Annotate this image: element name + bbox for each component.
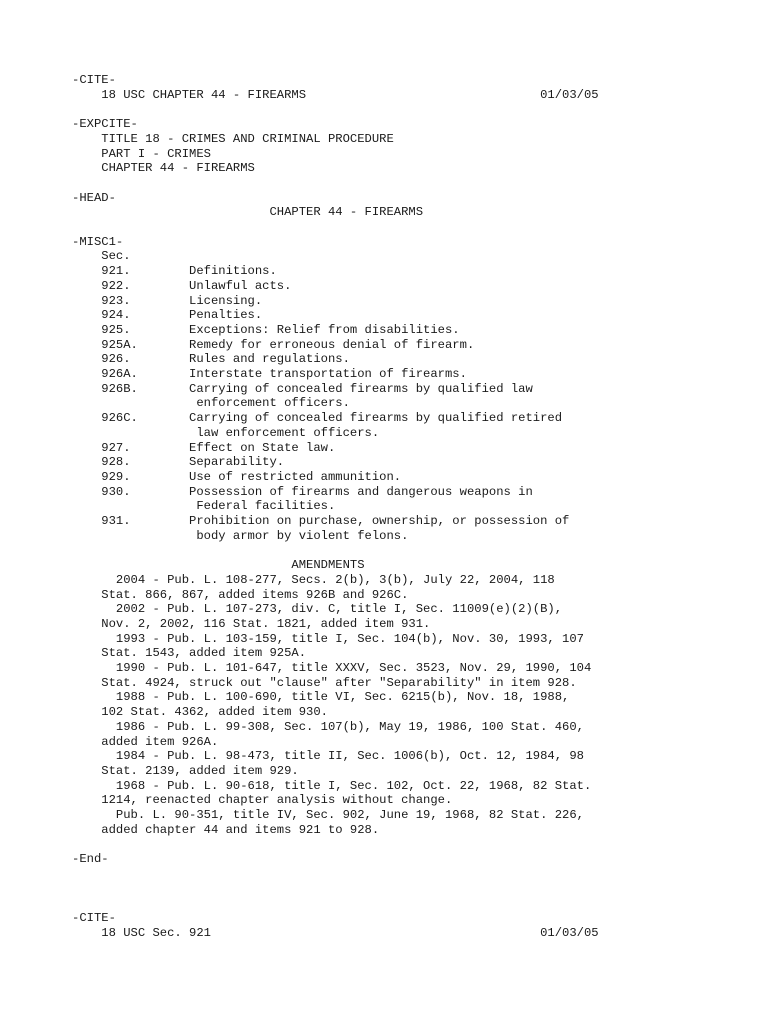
text-line: added chapter 44 and items 921 to 928. [72, 822, 380, 837]
text-line: Stat. 866, 867, added items 926B and 926C. [72, 587, 409, 602]
text-line: Sec. [72, 249, 131, 264]
text-line: 18 USC CHAPTER 44 - FIREARMS 01/03/05 [72, 87, 599, 102]
text-line: Nov. 2, 2002, 116 Stat. 1821, added item 931. [72, 616, 431, 631]
text-line: PART I - CRIMES [72, 146, 211, 161]
text-line: law enforcement officers. [72, 425, 380, 440]
section-item: 925. Exceptions: Relief from disabilities. [72, 322, 460, 337]
section-item: 921. Definitions. [72, 264, 277, 279]
section-item: 928. Separability. [72, 455, 285, 470]
text-line: 1986 - Pub. L. 99-308, Sec. 107(b), May 19, 1986, 100 Stat. 460, [72, 719, 584, 734]
text-line: 1214, reenacted chapter analysis without change. [72, 793, 453, 808]
text-line: enforcement officers. [72, 396, 350, 411]
text-line: 1990 - Pub. L. 101-647, title XXXV, Sec. 3523, Nov. 29, 1990, 104 [72, 661, 592, 675]
text-line: Stat. 2139, added item 929. [72, 763, 299, 778]
section-heading: CHAPTER 44 - FIREARMS [72, 205, 424, 220]
text-line: 1984 - Pub. L. 98-473, title II, Sec. 1006(b), Oct. 12, 1984, 98 [72, 749, 584, 764]
text-line: 1968 - Pub. L. 90-618, title I, Sec. 102, Oct. 22, 1968, 82 Stat. [72, 778, 592, 793]
section-item: 929. Use of restricted ammunition. [72, 469, 402, 484]
text-line: CHAPTER 44 - FIREARMS [72, 161, 255, 176]
text-line: Stat. 1543, added item 925A. [72, 646, 307, 661]
text-line: body armor by violent felons. [72, 528, 409, 543]
section-item: 930. Possession of firearms and dangerous weapons in [72, 484, 533, 499]
section-item: 927. Effect on State law. [72, 440, 336, 455]
text-line: 18 USC Sec. 921 01/03/05 [72, 925, 599, 940]
text-line: added item 926A. [72, 734, 219, 749]
section-marker: -MISC1- [72, 234, 124, 249]
section-item: 926C. Carrying of concealed firearms by qualified retired [72, 411, 563, 426]
text-line: Stat. 4924, struck out "clause" after "Separability" in item 928. [72, 675, 577, 690]
section-item: 931. Prohibition on purchase, ownership, or possession of [72, 514, 570, 528]
section-item: 926. Rules and regulations. [72, 352, 350, 367]
text-line: 2004 - Pub. L. 108-277, Secs. 2(b), 3(b), July 22, 2004, 118 [72, 572, 555, 587]
section-marker: -HEAD- [72, 190, 116, 205]
section-marker: -CITE- [72, 73, 116, 87]
section-heading: AMENDMENTS [72, 558, 365, 573]
section-item: 926B. Carrying of concealed firearms by qualified law [72, 381, 533, 396]
section-item: 926A. Interstate transportation of firearms. [72, 367, 467, 381]
section-marker: -CITE- [72, 910, 116, 925]
section-marker: -EXPCITE- [72, 117, 138, 132]
text-line: 2002 - Pub. L. 107-273, div. C, title I, Sec. 11009(e)(2)(B), [72, 602, 563, 617]
section-item: 924. Penalties. [72, 308, 263, 323]
text-line: Federal facilities. [72, 499, 336, 514]
text-line: 1993 - Pub. L. 103-159, title I, Sec. 104(b), Nov. 30, 1993, 107 [72, 631, 584, 646]
section-item: 923. Licensing. [72, 293, 263, 308]
section-item: 925A. Remedy for erroneous denial of firearm. [72, 337, 475, 352]
text-line: 1988 - Pub. L. 100-690, title VI, Sec. 6215(b), Nov. 18, 1988, [72, 690, 570, 705]
text-line: -End- [72, 852, 109, 867]
text-line: Pub. L. 90-351, title IV, Sec. 902, June 19, 1968, 82 Stat. 226, [72, 808, 584, 822]
section-item: 922. Unlawful acts. [72, 278, 292, 293]
text-line: TITLE 18 - CRIMES AND CRIMINAL PROCEDURE [72, 131, 394, 146]
text-line: 102 Stat. 4362, added item 930. [72, 705, 328, 720]
